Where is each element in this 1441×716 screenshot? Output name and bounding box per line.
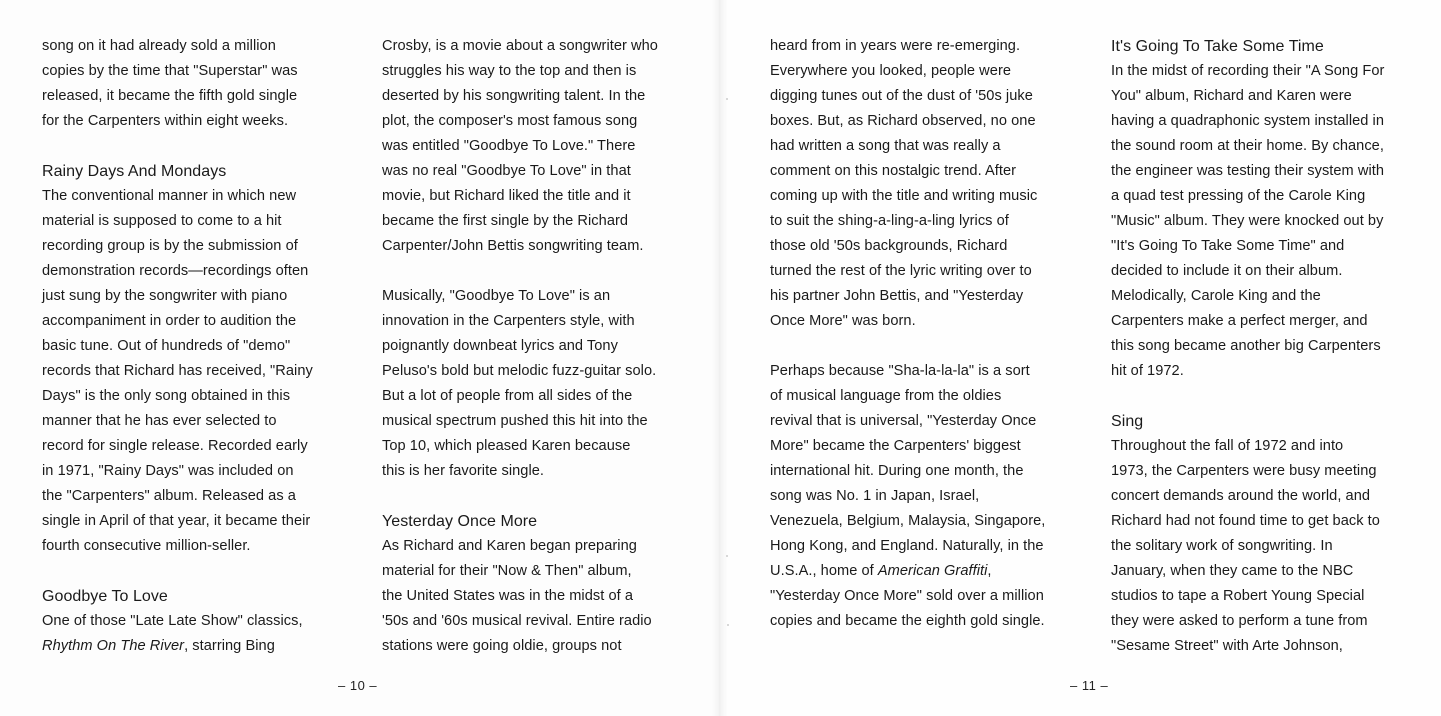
page-number-right: – 11 –	[1070, 678, 1109, 693]
paragraph-break	[42, 559, 342, 584]
section-heading: Yesterday Once More	[382, 513, 538, 530]
body-text-line	[770, 559, 1080, 584]
body-text-line: movie, but Richard liked the title and it	[382, 188, 631, 204]
paragraph-break	[382, 484, 692, 509]
body-text-line: '50s and '60s musical revival. Entire radio	[382, 613, 652, 629]
body-text-line: song was No. 1 in Japan, Israel,	[770, 488, 980, 504]
body-text-line: Carpenter/John Bettis songwriting team.	[382, 238, 644, 254]
body-text-line: In the midst of recording their "A Song For	[1111, 63, 1385, 79]
body-text-line: stations were going oldie, groups not	[382, 638, 622, 654]
body-text-line: the "Carpenters" album. Released as a	[42, 488, 296, 504]
body-text-line: was no real "Goodbye To Love" in that	[382, 163, 631, 179]
body-text-line: having a quadraphonic system installed in	[1111, 113, 1385, 129]
body-text-line: Throughout the fall of 1972 and into	[1111, 438, 1344, 454]
body-text-line: You" album, Richard and Karen were	[1111, 88, 1352, 104]
body-text-line: accompaniment in order to audition the	[42, 313, 297, 329]
print-speck	[726, 555, 728, 557]
text-segment: , starring Bing	[184, 638, 275, 654]
body-text-line: Peluso's bold but melodic fuzz-guitar solo.	[382, 363, 657, 379]
body-text-line: "Music" album. They were knocked out by	[1111, 213, 1384, 229]
body-text-line: One of those "Late Late Show" classics,	[42, 613, 303, 629]
body-text-line: Everywhere you looked, people were	[770, 63, 1012, 79]
body-text-line: "Yesterday Once More" sold over a million	[770, 588, 1044, 604]
body-text-line: of musical language from the oldies	[770, 388, 1002, 404]
body-text-line: the engineer was testing their system with	[1111, 163, 1385, 179]
body-text-line: digging tunes out of the dust of '50s juke	[770, 88, 1033, 104]
body-text-line: to suit the shing-a-ling-a-ling lyrics of	[770, 213, 1009, 229]
body-text-line: struggles his way to the top and then is	[382, 63, 637, 79]
right-page-column-1	[770, 34, 1080, 634]
body-text-line: "It's Going To Take Some Time" and	[1111, 238, 1345, 254]
body-text-line: this song became another big Carpenters	[1111, 338, 1381, 354]
body-text-line: this is her favorite single.	[382, 463, 545, 479]
body-text-line: copies and became the eighth gold single.	[770, 613, 1045, 629]
italic-title: American Graffiti	[877, 563, 988, 579]
left-page-column-1	[42, 34, 342, 659]
body-text-line: concert demands around the world, and	[1111, 488, 1371, 504]
body-text-line: revival that is universal, "Yesterday Once	[770, 413, 1037, 429]
body-text-line: released, it became the fifth gold single	[42, 88, 298, 104]
body-text-line: fourth consecutive million-seller.	[42, 538, 251, 554]
body-text-line: they were asked to perform a tune from	[1111, 613, 1368, 629]
body-text-line: More" became the Carpenters' biggest	[770, 438, 1021, 454]
body-text-line: demonstration records—recordings often	[42, 263, 309, 279]
body-text-line: musical spectrum pushed this hit into the	[382, 413, 648, 429]
body-text-line: recording group is by the submission of	[42, 238, 298, 254]
body-text-line: the sound room at their home. By chance,	[1111, 138, 1384, 154]
body-text-line: 1973, the Carpenters were busy meeting	[1111, 463, 1377, 479]
body-text-line: plot, the composer's most famous song	[382, 113, 638, 129]
print-speck	[726, 98, 728, 100]
body-text-line: the solitary work of songwriting. In	[1111, 538, 1333, 554]
body-text-line: for the Carpenters within eight weeks.	[42, 113, 289, 129]
body-text-line: innovation in the Carpenters style, with	[382, 313, 635, 329]
body-text-line: Melodically, Carole King and the	[1111, 288, 1321, 304]
body-text-line: But a lot of people from all sides of the	[382, 388, 633, 404]
body-text-line: boxes. But, as Richard observed, no one	[770, 113, 1036, 129]
body-text-line: single in April of that year, it became their	[42, 513, 311, 529]
body-text-line: record for single release. Recorded early	[42, 438, 308, 454]
body-text-line: just sung by the songwriter with piano	[42, 288, 288, 304]
body-text-line: "Sesame Street" with Arte Johnson,	[1111, 638, 1343, 654]
section-heading: Goodbye To Love	[42, 588, 168, 605]
body-text-line: deserted by his songwriting talent. In the	[382, 88, 646, 104]
paragraph-break	[42, 134, 342, 159]
body-text-line: hit of 1972.	[1111, 363, 1184, 379]
body-text-line: was entitled "Goodbye To Love." There	[382, 138, 636, 154]
body-text-line: Venezuela, Belgium, Malaysia, Singapore,	[770, 513, 1046, 529]
body-text-line: material is supposed to come to a hit	[42, 213, 282, 229]
body-text-line: studios to tape a Robert Young Special	[1111, 588, 1365, 604]
body-text-line: decided to include it on their album.	[1111, 263, 1343, 279]
body-text-line: As Richard and Karen began preparing	[382, 538, 637, 554]
body-text-line	[42, 634, 342, 659]
right-page	[720, 0, 1441, 716]
body-text-line: Musically, "Goodbye To Love" is an	[382, 288, 611, 304]
body-text-line: a quad test pressing of the Carole King	[1111, 188, 1366, 204]
body-text-line: Once More" was born.	[770, 313, 916, 329]
body-text-line: Hong Kong, and England. Naturally, in the	[770, 538, 1044, 554]
body-text-line: song on it had already sold a million	[42, 38, 276, 54]
body-text-line: heard from in years were re-emerging.	[770, 38, 1021, 54]
body-text-line: turned the rest of the lyric writing over to	[770, 263, 1032, 279]
paragraph-break	[1111, 384, 1421, 409]
italic-title: Rhythm On The River	[42, 638, 185, 654]
body-text-line: Days" is the only song obtained in this	[42, 388, 291, 404]
body-text-line: Richard had not found time to get back to	[1111, 513, 1380, 529]
body-text-line: basic tune. Out of hundreds of "demo"	[42, 338, 291, 354]
body-text-line: his partner John Bettis, and "Yesterday	[770, 288, 1024, 304]
body-text-line: the United States was in the midst of a	[382, 588, 633, 604]
body-text-line: coming up with the title and writing music	[770, 188, 1038, 204]
body-text-line: those old '50s backgrounds, Richard	[770, 238, 1008, 254]
body-text-line: The conventional manner in which new	[42, 188, 297, 204]
body-text-line: records that Richard has received, "Rainy	[42, 363, 313, 379]
body-text-line: poignantly downbeat lyrics and Tony	[382, 338, 618, 354]
section-heading: Sing	[1111, 413, 1144, 430]
body-text-line: January, when they came to the NBC	[1111, 563, 1354, 579]
section-heading: Rainy Days And Mondays	[42, 163, 227, 180]
text-segment: U.S.A., home of	[770, 563, 878, 579]
page-number-left: – 10 –	[338, 678, 378, 693]
body-text-line: Top 10, which pleased Karen because	[382, 438, 631, 454]
print-speck	[727, 624, 729, 626]
body-text-line: Perhaps because "Sha-la-la-la" is a sort	[770, 363, 1030, 379]
body-text-line: in 1971, "Rainy Days" was included on	[42, 463, 294, 479]
body-text-line: became the first single by the Richard	[382, 213, 629, 229]
paragraph-break	[382, 259, 692, 284]
body-text-line: international hit. During one month, the	[770, 463, 1024, 479]
body-text-line: material for their "Now & Then" album,	[382, 563, 632, 579]
left-page-column-2	[382, 34, 692, 659]
body-text-line: Crosby, is a movie about a songwriter who	[382, 38, 658, 54]
body-text-line: had written a song that was really a	[770, 138, 1001, 154]
body-text-line: Carpenters make a perfect merger, and	[1111, 313, 1368, 329]
text-segment: ,	[987, 563, 992, 579]
body-text-line: manner that he has ever selected to	[42, 413, 277, 429]
body-text-line: copies by the time that "Superstar" was	[42, 63, 298, 79]
body-text-line: comment on this nostalgic trend. After	[770, 163, 1017, 179]
section-heading: It's Going To Take Some Time	[1111, 38, 1324, 55]
paragraph-break	[770, 334, 1080, 359]
right-page-column-2	[1111, 34, 1421, 659]
left-page	[0, 0, 720, 716]
book-gutter	[712, 0, 728, 716]
